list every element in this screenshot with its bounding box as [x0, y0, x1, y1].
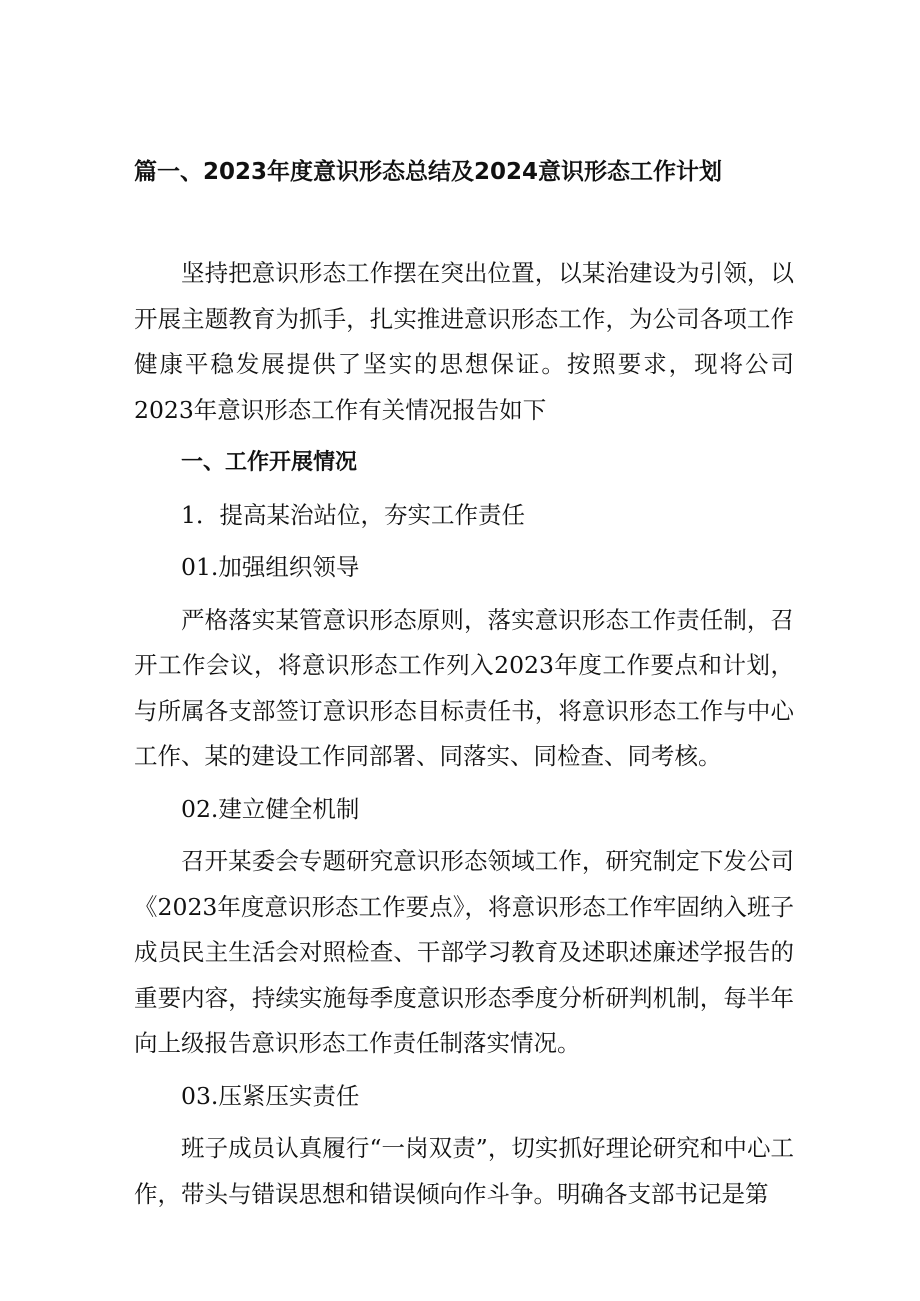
- item-heading-03: 03.压紧压实责任: [181, 1081, 360, 1110]
- item-heading-01: 01.加强组织领导: [181, 553, 360, 581]
- document-body: [134, 251, 794, 1224]
- item-heading-02: 02.建立健全机制: [181, 794, 360, 823]
- section-heading: 一、工作开展情况: [181, 450, 358, 475]
- paragraph-03: 班子成员认真履行“一岗双责”，切实抓好理论研究和中心工作，带头与错误思想和错误倾向作斗争。明确各支部书记是第: [134, 1134, 794, 1208]
- paragraph-02: 召开某委会专题研究意识形态领域工作，研究制定下发公司《2023年度意识形态工作要点》，将意识形态工作牢固纳入班子成员民主生活会对照检查、干部学习教育及述职述廉述学报告的重要内容，持续实施每季度意识形态季度分析研判机制，每半年向上级报告意识形态工作责任制落实情况。: [134, 847, 794, 1057]
- subsection-heading: 1．提高某治站位，夯实工作责任: [181, 500, 525, 529]
- document-title: 篇一、2023年度意识形态总结及2024意识形态工作计划: [134, 159, 723, 185]
- paragraph-intro: 坚持把意识形态工作摆在突出位置，以某治建设为引领，以开展主题教育为抓手，扎实推进意识形态工作，为公司各项工作健康平稳发展提供了坚实的思想保证。按照要求，现将公司2023年意识形态工作有关情况报告如下: [134, 259, 794, 424]
- paragraph-01: 严格落实某管意识形态原则，落实意识形态工作责任制，召开工作会议，将意识形态工作列入2023年度工作要点和计划，与所属各支部签订意识形态目标责任书，将意识形态工作与中心工作、某的建设工作同部署、同落实、同检查、同考核。: [134, 605, 794, 770]
